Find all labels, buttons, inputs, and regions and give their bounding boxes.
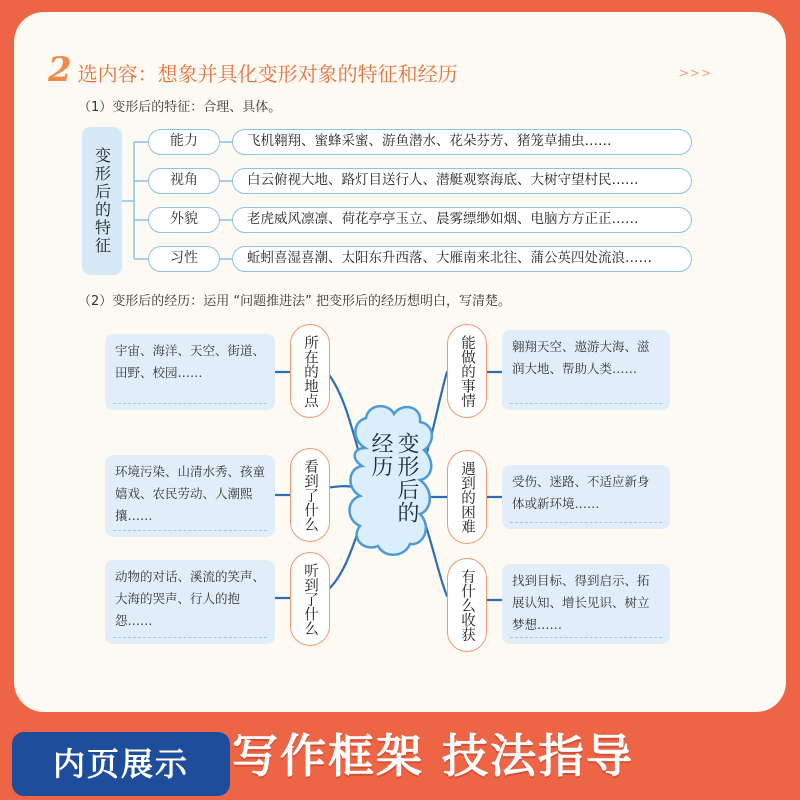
pill-location: 所在的地点: [290, 324, 330, 418]
pill-difficulties: 遇到的困难: [447, 450, 487, 544]
pill-seen: 看到了什么: [290, 448, 330, 542]
card-seen-text: 环境污染、山清水秀、孩童嬉戏、农民劳动、人潮熙攘……: [115, 464, 266, 523]
banner-slogan: 写作框架 技法指导: [232, 729, 635, 783]
arrows-decoration: >>>: [678, 66, 712, 80]
card-heard-text: 动物的对话、溪流的笑声、大海的哭声、行人的抱怨……: [115, 569, 266, 628]
inner-page-badge: 内页展示: [12, 732, 230, 796]
card-location-text: 宇宙、海洋、天空、街道、田野、校园……: [115, 343, 266, 380]
part2-heading: （2）变形后的经历：运用 “问题推进法” 把变形后的经历想明白，写清楚。: [78, 294, 512, 309]
center-label: 变形后的经历: [368, 432, 419, 524]
pill-heard: 听到了什么: [290, 552, 330, 646]
card-seen: [105, 455, 275, 537]
feature-text-ability: 飞机翱翔、蜜蜂采蜜、游鱼潜水、花朵芬芳、猪笼草捕虫……: [232, 129, 692, 155]
section-number: 2: [48, 50, 72, 90]
part1-heading: （1）变形后的特征：合理、具体。: [78, 100, 282, 115]
pill-abilities: 能做的事情: [447, 324, 487, 418]
feature-text-appearance: 老虎威风凛凛、荷花亭亭玉立、晨雾缥缈如烟、电脑方方正正……: [232, 207, 692, 233]
pill-gains: 有什么收获: [447, 558, 487, 652]
section-title: 选内容：想象并具化变形对象的特征和经历: [77, 62, 458, 86]
card-gains: [502, 564, 670, 644]
card-abilities-text: 翱翔天空、遨游大海、滋润大地、帮助人类……: [512, 339, 650, 376]
bottom-banner: [0, 712, 800, 800]
mindmap-center: [342, 422, 444, 552]
card-gains-text: 找到目标、得到启示、拓展认知、增长见识、树立梦想……: [512, 573, 650, 632]
feature-label-view: 视角: [148, 168, 220, 194]
feature-box-label: 变形后的特征: [82, 127, 122, 275]
feature-label-ability: 能力: [148, 129, 220, 155]
feature-label-appearance: 外貌: [148, 207, 220, 233]
card-difficulties-text: 受伤、迷路、不适应新身体或新环境……: [512, 474, 650, 511]
card-difficulties: [502, 465, 670, 529]
card-heard: [105, 560, 275, 644]
feature-text-habit: 蚯蚓喜湿喜潮、太阳东升西落、大雁南来北往、蒲公英四处流浪……: [232, 246, 692, 272]
card-location: [105, 334, 275, 410]
feature-label-habit: 习性: [148, 246, 220, 272]
feature-text-view: 白云俯视大地、路灯目送行人、潜艇观察海底、大树守望村民……: [232, 168, 692, 194]
card-abilities: [502, 330, 670, 410]
